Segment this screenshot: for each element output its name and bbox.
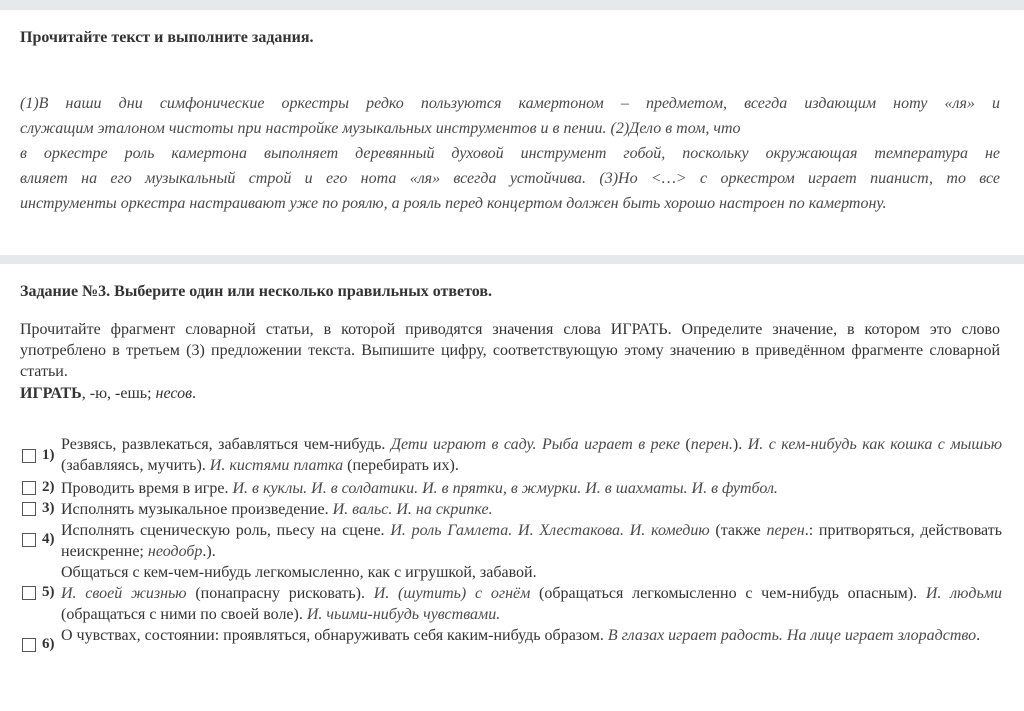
top-separator	[0, 0, 1024, 10]
passage-line: (1)В наши дни симфонические оркестры редко пользуются камертоном – предметом, всегда издающим ноту «ля» и	[20, 95, 1000, 112]
headword-forms: , -ю, -ешь;	[81, 385, 156, 402]
checkbox-option-2[interactable]	[22, 481, 36, 495]
answer-option-5	[20, 562, 1004, 625]
checkbox-option-5[interactable]	[22, 586, 36, 600]
option-number: 5)	[42, 584, 55, 600]
passage-card	[0, 10, 1024, 255]
passage-line: в оркестре роль камертона выполняет деревянный духовой инструмент гобой, поскольку окружающая температура не	[20, 145, 1000, 162]
option-number: 3)	[42, 500, 55, 516]
headword-pos: несов	[155, 385, 193, 402]
answer-option-2	[20, 478, 1004, 499]
answer-option-4	[20, 520, 1004, 562]
option-text: Исполнять музыкальное произведение. И. вальс. И. на скрипке.	[61, 501, 493, 518]
checkbox-option-1[interactable]	[22, 449, 36, 463]
task3-instruction: Прочитайте фрагмент словарной статьи, в которой приводятся значения слова ИГРАТЬ. Определите значение, в котором это слово употреблено в третьем (3) предложении текста. Выпишите цифру, соответствующую этому значению в приведённом фрагменте словарной статьи.	[20, 321, 1000, 380]
headword-word: ИГРАТЬ	[20, 385, 82, 402]
checkbox-option-3[interactable]	[22, 502, 36, 516]
answer-option-1	[20, 434, 1004, 478]
dictionary-headword	[20, 383, 196, 404]
passage-text	[20, 91, 1000, 216]
option-number: 2)	[42, 479, 55, 495]
task3-title: Задание №3. Выберите один или несколько правильных ответов.	[20, 283, 493, 300]
task-header: Прочитайте текст и выполните задания.	[20, 29, 314, 46]
option-text: Исполнять сценическую роль, пьесу на сцене. И. роль Гамлета. И. Хлестакова. И. комедию (также перен.: притворяться, действовать неискренне; неодобр.).	[61, 522, 1003, 560]
section-separator	[0, 255, 1024, 264]
option-text: Общаться с кем-чем-нибудь легкомысленно, как с игрушкой, забавой. И. своей жизнью (понапрасну рисковать). И. (шутить) с огнём (обращаться легкомысленно с чем-нибудь опасным). И. людьми (обращаться с ними по своей воле). И. чьими-нибудь чувствами.	[61, 564, 1003, 623]
answer-option-6	[20, 625, 1004, 667]
task3-card	[0, 264, 1024, 711]
passage-line: влияет на его музыкальный строй и его нота «ля» всегда устойчива. (3)Но <…> с оркестром играет пианист, то все	[20, 170, 1000, 187]
option-number: 1)	[42, 447, 55, 463]
option-text: Проводить время в игре. И. в куклы. И. в солдатики. И. в прятки, в жмурки. И. в шахматы. И. в футбол.	[61, 480, 778, 497]
checkbox-option-4[interactable]	[22, 533, 36, 547]
option-number: 4)	[42, 531, 55, 547]
option-number: 6)	[42, 636, 55, 652]
option-text: О чувствах, состоянии: проявляться, обнаруживать себя каким-нибудь образом. В глазах играет радость. На лице играет злорадство.	[61, 627, 981, 644]
answer-option-3	[20, 499, 1004, 520]
checkbox-option-6[interactable]	[22, 638, 36, 652]
option-text: Резвясь, развлекаться, забавляться чем-нибудь. Дети играют в саду. Рыба играет в реке (перен.). И. с кем-нибудь как кошка с мышью (забавляясь, мучить). И. кистями платка (перебирать их).	[61, 436, 1003, 474]
passage-line: служащим эталоном чистоты при настройке музыкальных инструментов и в пении. (2)Дело в том, что	[20, 120, 741, 137]
passage-line: инструменты оркестра настраивают уже по роялю, а рояль перед концертом должен быть хорошо настроен по камертону.	[20, 195, 887, 212]
headword-end: .	[192, 385, 197, 402]
